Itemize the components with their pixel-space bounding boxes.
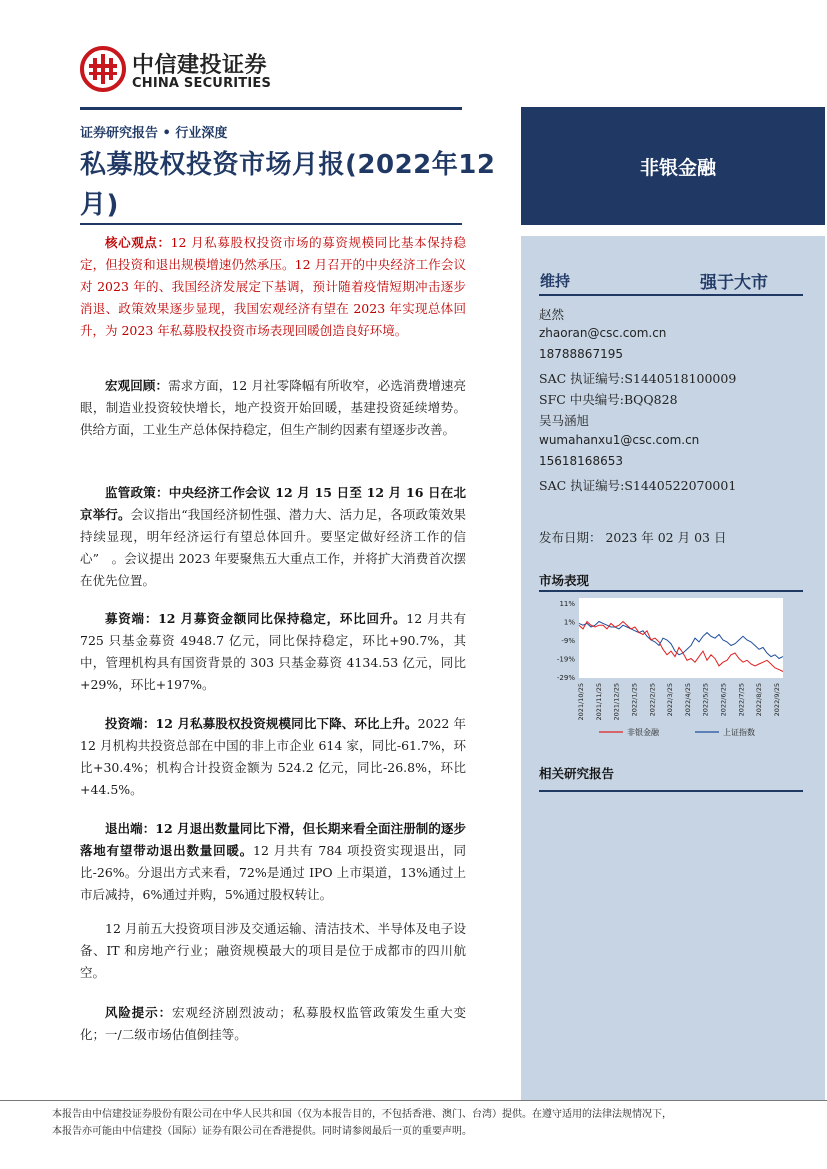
- market-performance-chart: [539, 595, 803, 743]
- footer-line-2: 本报告亦可能由中信建投（国际）证券有限公司在香港提供。同时请参阅最后一页的重要声明。: [52, 1126, 472, 1137]
- core-viewpoint-label: 核心观点：: [105, 235, 171, 250]
- x-tick-label: 2022/2/25: [648, 683, 657, 717]
- citic-logo-icon: [80, 46, 126, 92]
- macro-review-label: 宏观回顾：: [105, 378, 169, 393]
- x-tick-label: 2022/5/25: [701, 683, 710, 717]
- x-tick-label: 2021/11/25: [594, 683, 603, 721]
- investment-text: 2022 年 12 月机构共投资总部在中国的非上市企业 614 家，同比-61.7%，环比+30.4%；机构合计投资金额为 524.2 亿元，同比-26.8%，环比+44.5%。: [80, 716, 467, 797]
- fundraising: [80, 608, 466, 696]
- company-logo: [80, 46, 290, 92]
- report-title: 私募股权投资市场月报(2022年12月): [80, 150, 496, 220]
- x-tick-label: 2022/1/25: [630, 683, 639, 717]
- x-tick-label: 2022/9/25: [773, 683, 781, 717]
- regulatory-policy-label: 监管政策：中央经济工作会议 12 月 15 日至 12 月 16 日在北京举行。: [80, 485, 466, 522]
- rating-divider: [539, 294, 803, 296]
- header-divider: [80, 107, 462, 110]
- regulatory-policy-text: 会议指出“我国经济韧性强、潜力大、活力足，各项政策效果持续显现，明年经济运行有望总体回升。要坚定做好经济工作的信心” 。会议提出 2023 年要聚焦五大重点工作，并将扩大消费首次摆在优先位置。: [80, 507, 466, 588]
- related-reports-divider: [539, 790, 803, 792]
- legend-label: 上证指数: [723, 728, 755, 737]
- rating-action: 维持: [540, 272, 571, 290]
- footer-line-1: 本报告由中信建投证券股份有限公司在中华人民共和国（仅为本报告目的，不包括香港、澳门、台湾）提供。在遵守适用的法律法规情况下，: [52, 1109, 672, 1120]
- y-tick-label: 1%: [563, 618, 575, 627]
- analyst-2-name: 吴马涵旭: [539, 413, 590, 428]
- title-divider: [80, 223, 462, 225]
- market-performance-divider: [539, 590, 803, 592]
- y-tick-label: 11%: [559, 600, 575, 608]
- x-tick-label: 2022/8/25: [755, 683, 764, 717]
- macro-review: [80, 375, 466, 441]
- investment-label: 投资端：12 月私募股权投资规模同比下降、环比上升。: [105, 716, 418, 731]
- y-tick-label: -29%: [556, 674, 575, 682]
- analyst-1-sac: SAC 执证编号:S1440518100009: [539, 371, 737, 386]
- sector-banner: [521, 107, 825, 225]
- y-tick-label: -19%: [556, 655, 575, 664]
- analyst-2-email[interactable]: wumahanxu1@csc.com.cn: [539, 433, 700, 447]
- x-tick-label: 2022/4/25: [683, 683, 692, 717]
- y-tick-label: -9%: [561, 637, 575, 645]
- analyst-1-sfc: SFC 中央编号:BQQ828: [539, 392, 678, 407]
- plot-area: [579, 598, 783, 678]
- legend-label: 非银金融: [627, 728, 659, 737]
- core-viewpoint-text: 12 月私募股权投资市场的募资规模同比基本保持稳定，但投资和退出规模增速仍然承压。12 月召开的中央经济工作会议对 2023 年的、我国经济发展定下基调，预计随着疫情短期冲击逐步消退、政策效果逐步显现，我国宏观经济有望在 2023 年实现总体回升，为 2023 年私募股权投资市场表现回暖创造良好环境。: [80, 235, 466, 338]
- rating-value: 强于大市: [700, 273, 768, 293]
- analyst-1-phone: 18788867195: [539, 347, 623, 361]
- report-kicker: 证券研究报告 • 行业深度: [80, 126, 228, 141]
- x-tick-label: 2021/10/25: [577, 683, 585, 721]
- footer-disclaimer: [52, 1106, 812, 1140]
- fundraising-label: 募资端：12 月募资金额同比保持稳定，环比回升。: [105, 611, 407, 626]
- core-viewpoint: [80, 232, 466, 342]
- publish-date: 发布日期： 2023 年 02 月 03 日: [539, 530, 727, 545]
- exit: [80, 818, 466, 906]
- regulatory-policy: [80, 482, 466, 592]
- x-tick-label: 2022/7/25: [737, 683, 746, 717]
- risk-warning-text: 宏观经济剧烈波动；私募股权监管政策发生重大变化；一/二级市场估值倒挂等。: [80, 1005, 466, 1042]
- footer-divider: [0, 1100, 827, 1101]
- risk-warning: [80, 1002, 466, 1046]
- analyst-1-name: 赵然: [539, 307, 565, 322]
- logo-name-en: CHINA SECURITIES: [132, 76, 272, 91]
- fundraising-text: 12 月共有 725 只基金募资 4948.7 亿元，同比保持稳定，环比+90.7%，其中，管理机构具有国资背景的 303 只基金募资 4134.53 亿元，同比+29%，环比+197%。: [80, 611, 466, 692]
- x-tick-label: 2022/6/25: [719, 683, 728, 717]
- logo-name-cn: 中信建投证券: [132, 53, 268, 78]
- investment: [80, 713, 466, 801]
- macro-review-text: 需求方面，12 月社零降幅有所收窄，必选消费增速亮眼，制造业投资较快增长，地产投资开始回暖，基建投资延续增势。供给方面，工业生产总体保持稳定，但生产制约因素有望逐步改善。: [80, 378, 466, 437]
- top-projects-text: 12 月前五大投资项目涉及交通运输、清洁技术、半导体及电子设备、IT 和房地产行业；融资规模最大的项目是位于成都市的四川航空。: [80, 921, 466, 980]
- risk-warning-label: 风险提示：: [105, 1005, 173, 1020]
- analyst-1-email[interactable]: zhaoran@csc.com.cn: [539, 326, 667, 340]
- sector-label: 非银金融: [639, 156, 716, 179]
- exit-text: 12 月共有 784 项投资实现退出，同比-26%。分退出方式来看，72%是通过 IPO 上市渠道，13%通过上市后减持，6%通过并购，5%通过股权转让。: [80, 843, 466, 902]
- x-tick-label: 2021/12/25: [612, 683, 621, 721]
- analyst-2-sac: SAC 执证编号:S1440522070001: [539, 478, 737, 493]
- top-projects: [80, 918, 466, 984]
- market-performance-title: 市场表现: [539, 573, 590, 588]
- analyst-2-phone: 15618168653: [539, 454, 623, 468]
- x-tick-label: 2022/3/25: [666, 683, 675, 717]
- related-reports-title: 相关研究报告: [539, 766, 615, 781]
- exit-label: 退出端：12 月退出数量同比下滑，但长期来看全面注册制的逐步落地有望带动退出数量回暖。: [80, 821, 466, 858]
